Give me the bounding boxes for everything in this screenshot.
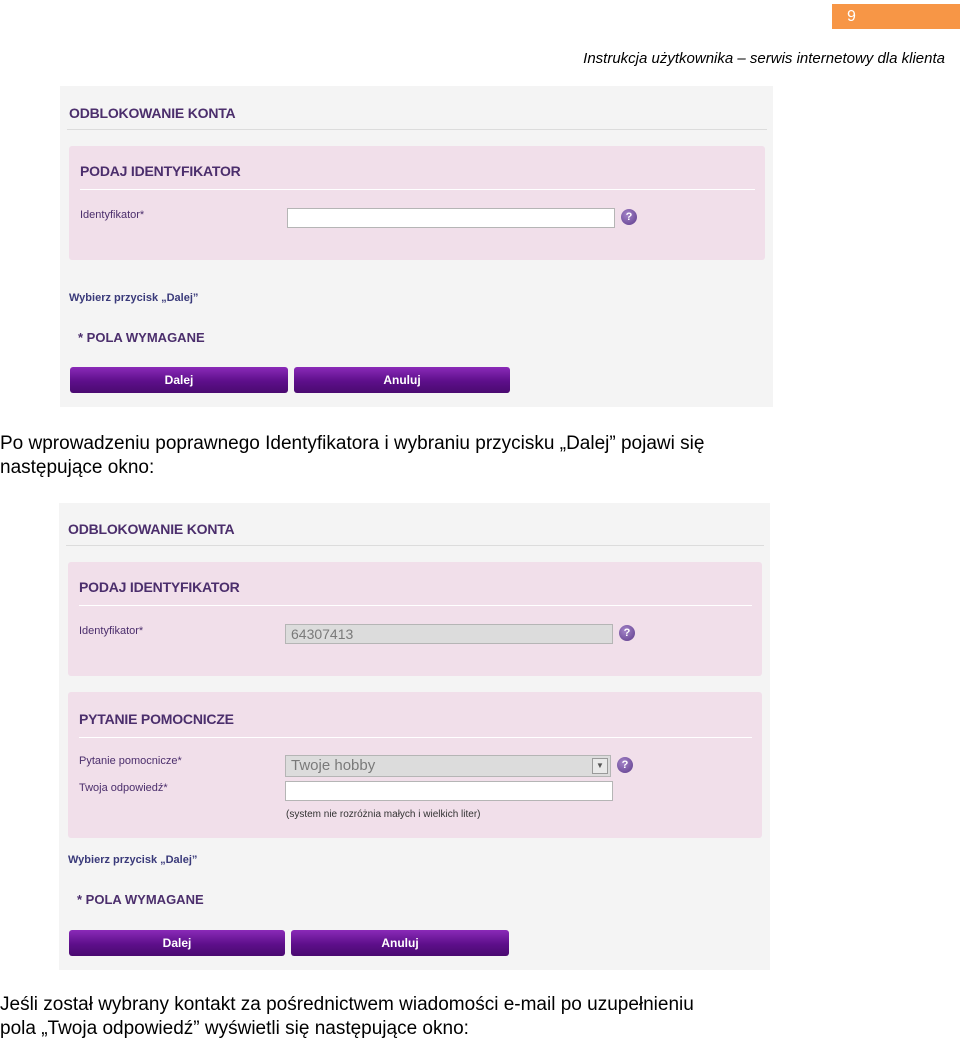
security-question-select[interactable] — [285, 755, 611, 777]
paragraph-2-line-2: pola „Twoja odpowiedź” wyświetli się następujące okno: — [0, 1018, 469, 1039]
cancel-button[interactable]: Anuluj — [294, 367, 510, 393]
security-question-label: Pytanie pomocnicze* — [79, 755, 182, 767]
panel-divider — [79, 737, 752, 738]
document-header-title: Instrukcja użytkownika – serwis internetowy dla klienta — [583, 50, 945, 67]
answer-label: Twoja odpowiedź* — [79, 782, 168, 794]
identifier-panel — [68, 562, 762, 676]
screenshot-unlock-account-step1 — [60, 86, 773, 407]
instruction-text: Wybierz przycisk „Dalej” — [69, 292, 199, 304]
panel-title: PODAJ IDENTYFIKATOR — [79, 579, 240, 595]
paragraph-1-line-1: Po wprowadzeniu poprawnego Identyfikatora i wybraniu przycisku „Dalej” pojawi się — [0, 433, 705, 454]
paragraph-1-line-2: następujące okno: — [0, 457, 155, 478]
next-button[interactable]: Dalej — [69, 930, 285, 956]
next-button[interactable]: Dalej — [70, 367, 288, 393]
identifier-input[interactable] — [287, 208, 615, 228]
divider — [66, 545, 764, 546]
help-icon[interactable]: ? — [621, 209, 637, 225]
answer-input[interactable] — [285, 781, 613, 801]
screen-title: ODBLOKOWANIE KONTA — [69, 105, 236, 121]
panel-title: PYTANIE POMOCNICZE — [79, 711, 234, 727]
case-insensitive-hint: (system nie rozróżnia małych i wielkich liter) — [286, 809, 481, 820]
identifier-label: Identyfikator* — [80, 209, 145, 221]
screenshot-unlock-account-step2 — [59, 503, 770, 970]
instruction-text: Wybierz przycisk „Dalej” — [68, 854, 198, 866]
divider — [67, 129, 767, 130]
panel-divider — [80, 189, 755, 190]
screen-title: ODBLOKOWANIE KONTA — [68, 521, 235, 537]
required-fields-note: * POLA WYMAGANE — [78, 330, 205, 345]
chevron-down-icon[interactable]: ▼ — [592, 758, 608, 774]
paragraph-2-line-1: Jeśli został wybrany kontakt za pośrednictwem wiadomości e-mail po uzupełnieniu — [0, 994, 694, 1015]
help-icon[interactable]: ? — [619, 625, 635, 641]
required-fields-note: * POLA WYMAGANE — [77, 892, 204, 907]
security-question-panel — [68, 692, 762, 838]
identifier-input[interactable] — [285, 624, 613, 644]
help-icon[interactable]: ? — [617, 757, 633, 773]
identifier-panel — [69, 146, 765, 260]
identifier-label: Identyfikator* — [79, 625, 144, 637]
panel-title: PODAJ IDENTYFIKATOR — [80, 163, 241, 179]
cancel-button[interactable]: Anuluj — [291, 930, 509, 956]
panel-divider — [79, 605, 752, 606]
selected-question: Twoje hobby — [291, 757, 376, 774]
page-number: 9 — [832, 4, 960, 29]
